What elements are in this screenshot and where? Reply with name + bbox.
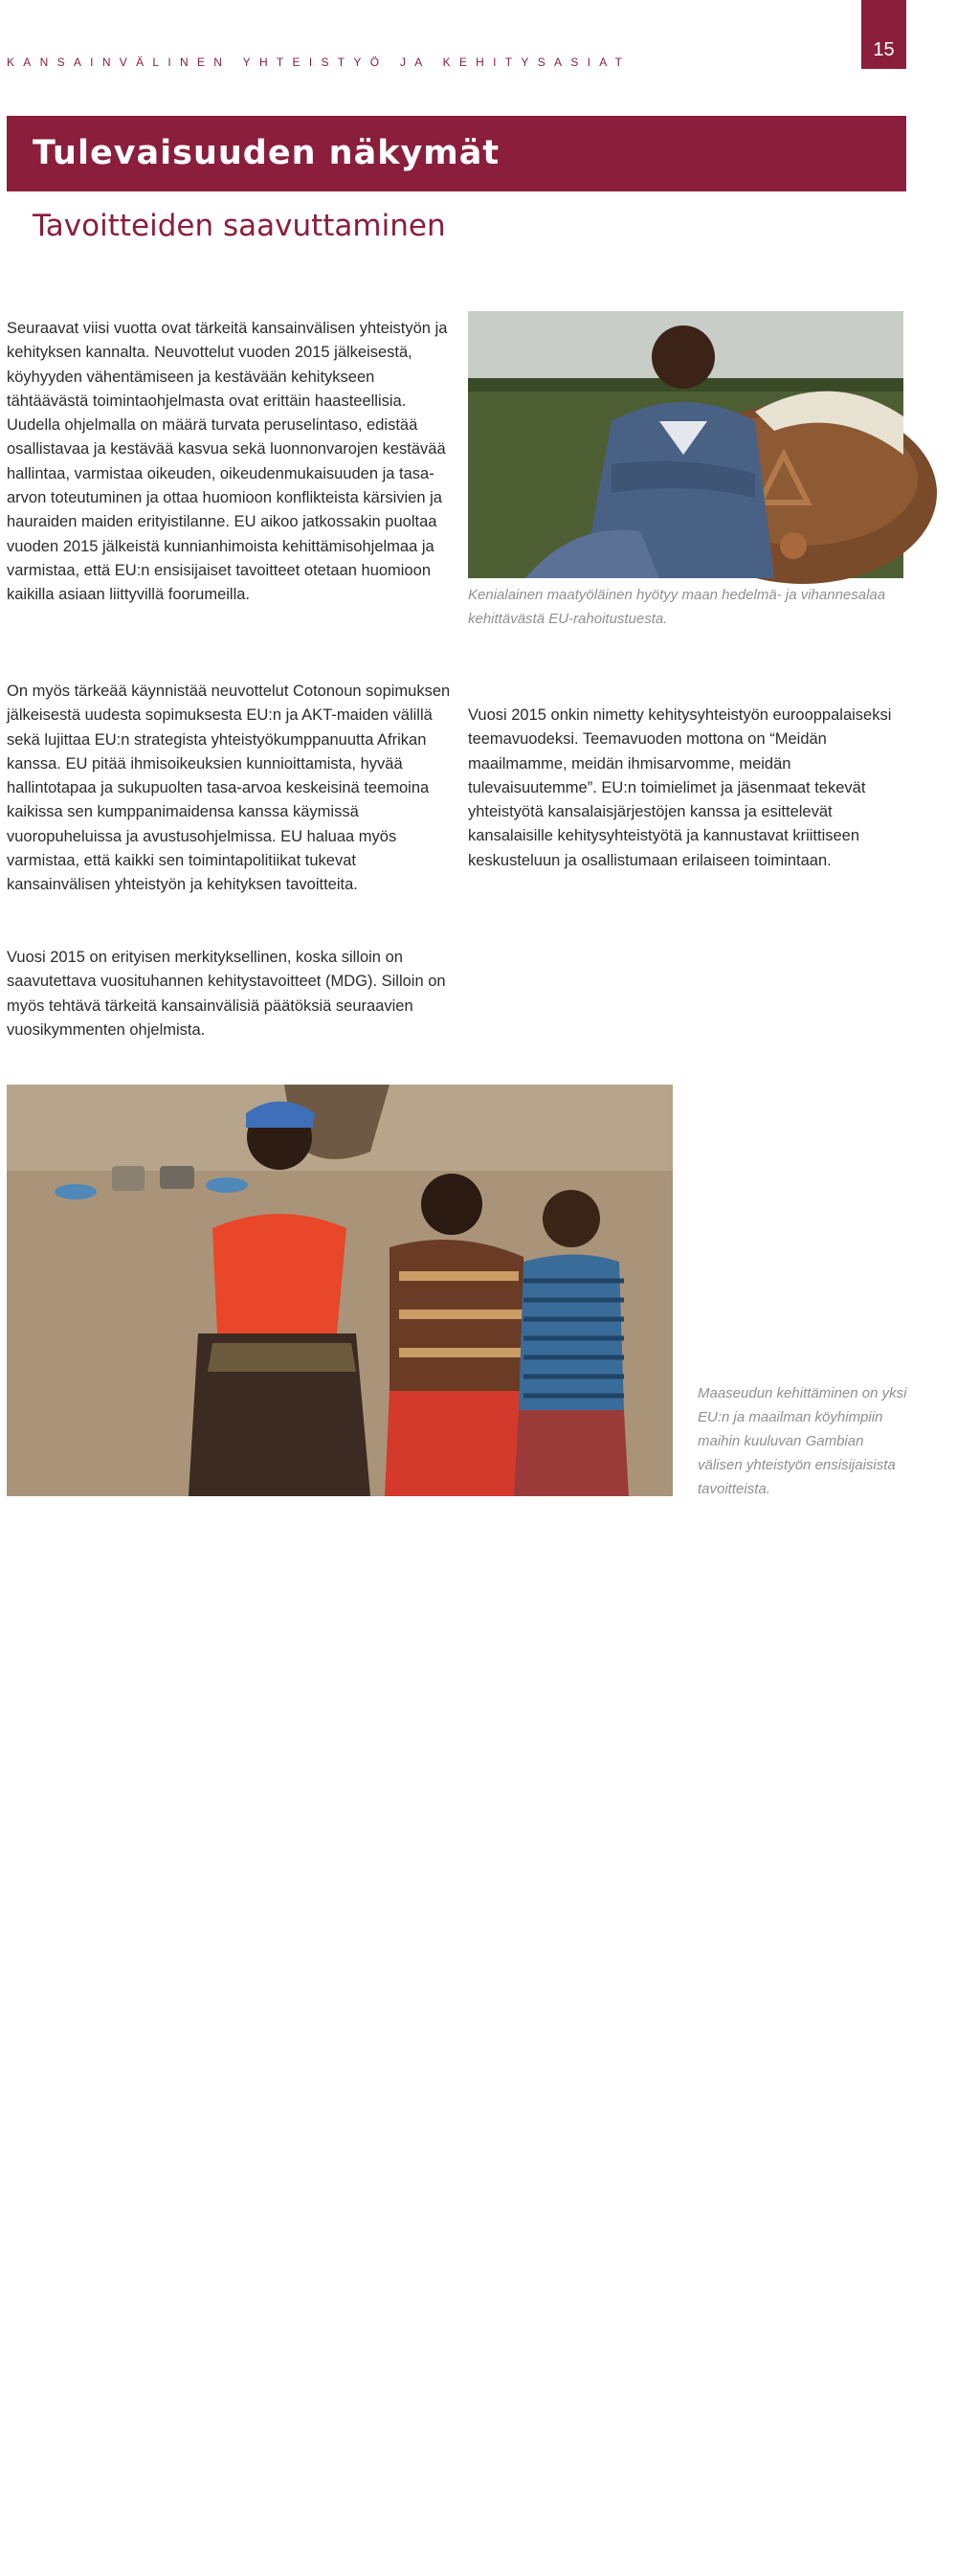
title-bar (7, 116, 906, 191)
photo1-caption: Kenialainen maatyöläinen hyötyy maan hedelmä- ja vihannesalaa kehittävästä EU-rahoitustuesta. (468, 587, 886, 627)
body-paragraph-1: Seuraavat viisi vuotta ovat tärkeitä kansainvälisen yhteistyön ja kehityksen kannalta. Neuvottelut vuoden 2015 jälkeisestä, köyhyyden vähentämiseen ja kestävään kehitykseen tähtäävästä toimintaohjelmasta ovat erittäin haasteellisia. Uudella ohjelmalla on määrä turvata peruselintaso, edistää osallistavaa ja kestävää kasvua sekä luonnonvarojen kestävää hallintaa, varmistaa oikeuden, oikeudenmukaisuuden ja tasa-arvon toteutuminen ja ottaa huomioon konflikteista kärsivien ja hauraiden maiden erityistilanne. EU aikoo jatkossakin puoltaa vuoden 2015 jälkeistä kunnianhimoista kehittämisohjelmaa ja varmistaa, että EU:n ensisijaiset tavoitteet otetaan huomioon kaikilla asiaan liittyvillä foorumeilla. (7, 320, 448, 604)
photo1-credit: © Euroopan unioni / COLEACP (944, 722, 957, 882)
page-title: Tulevaisuuden näkymät (33, 134, 501, 172)
girls-photo-illustration (7, 1085, 673, 1496)
body-paragraph-2: On myös tärkeää käynnistää neuvottelut Cotonoun sopimuksen jälkeisestä uudesta sopimuksesta EU:n ja AKT-maiden välillä sekä lujittaa EU:n strategista yhteistyökumppanuutta Afrikan kanssa. EU pitää ihmisoikeuksien kunnioittamista, hyvää hallintotapaa ja sukupuolten tasa-arvoa keskeisinä teemoina kaikissa sen kumppanimaidensa kanssa käymissä vuoropuheluissa ja avustusohjelmissa. EU haluaa myös varmistaa, että kaikki sen toimintapolitiikat tukevat kansainvälisen yhteistyön ja kehityksen tavoitteita. (7, 683, 451, 894)
girls-photo (7, 1085, 673, 2576)
page-number-box (861, 0, 906, 69)
farmer-photo-illustration (468, 311, 903, 578)
body-paragraph-4: Vuosi 2015 onkin nimetty kehitysyhteistyön eurooppalaiseksi teemavuodeksi. Teemavuoden mottona on “Meidän maailmamme, meidän ihmisarvomme, meidän tulevaisuutemme”. EU:n toimielimet ja jäsenmaat tekevät yhteistyötä kansalaisjärjestöjen kanssa ja esittelevät kansalaisille kehitysyhteistyötä ja kannustavat kriittiseen keskusteluun ja osallistumaan erilaiseen toimintaan. (468, 706, 892, 869)
running-head: KANSAINVÄLINEN YHTEISTYÖ JA KEHITYSASIAT (7, 56, 632, 69)
photo2-caption: Maaseudun kehittäminen on yksi EU:n ja maailman köyhimpiin maihin kuuluvan Gambian välisen yhteistyön ensisijaisista tavoitteista. (698, 1385, 907, 1497)
photo2-credit: © Euroopan unioni (20, 2480, 33, 2576)
page-number: 15 (873, 39, 895, 60)
section-subtitle: Tavoitteiden saavuttaminen (33, 209, 446, 243)
body-paragraph-3: Vuosi 2015 on erityisen merkityksellinen, koska silloin on saavutettava vuosituhannen kehitystavoitteet (MDG). Silloin on myös tehtävä tärkeitä kansainvälisiä päätöksiä seuraavien vuosikymmenten ohjelmista. (7, 949, 446, 1039)
